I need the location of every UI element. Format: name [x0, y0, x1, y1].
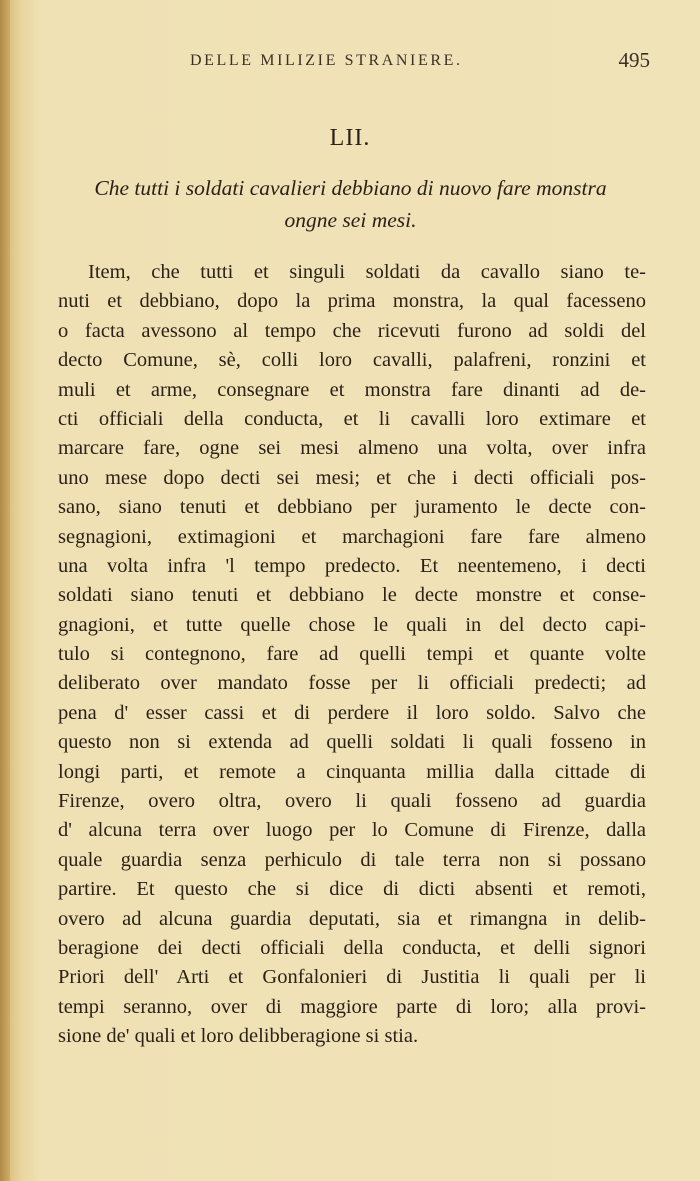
- page-binding-edge: [0, 0, 10, 1181]
- chapter-title: [58, 172, 643, 236]
- text-line: Priori dell' Arti et Gonfalonieri di Justitia li quali per li: [58, 966, 646, 989]
- text-line: cti officiali della conducta, et li cavalli loro extimare et: [58, 407, 646, 430]
- text-line: tulo si contegnono, fare ad quelli tempi et quante volte: [58, 643, 646, 666]
- body-paragraph: [58, 258, 646, 1052]
- running-head-title: DELLE MILIZIE STRANIERE.: [190, 52, 463, 69]
- text-line: una volta infra 'l tempo predecto. Et neentemeno, i decti: [58, 554, 646, 577]
- text-line: o facta avessono al tempo che ricevuti furono ad soldi del: [58, 319, 646, 342]
- page-number: 495: [618, 48, 650, 72]
- text-line: Item, che tutti et singuli soldati da cavallo siano te-: [88, 261, 646, 283]
- text-line: segnagioni, extimagioni et marchagioni fare fare almeno: [58, 525, 646, 548]
- text-line: marcare fare, ogne sei mesi almeno una volta, over infra: [58, 437, 646, 460]
- chapter-title-line: Che tutti i soldati cavalieri debbiano di nuovo fare monstra: [94, 176, 607, 200]
- text-line: overo ad alcuna guardia deputati, sia et rimangna in delib-: [58, 907, 646, 930]
- text-line: gnagioni, et tutte quelle chose le quali in del decto capi-: [58, 613, 646, 636]
- chapter-number: LII.: [329, 125, 371, 151]
- text-line: beragione dei decti officiali della conducta, et delli signori: [58, 936, 646, 959]
- text-line: decto Comune, sè, colli loro cavalli, palafreni, ronzini et: [58, 349, 646, 372]
- chapter-title-line: ongne sei mesi.: [284, 208, 417, 232]
- text-line: Firenze, overo oltra, overo li quali fosseno ad guardia: [58, 790, 646, 813]
- text-line: pena d' esser cassi et di perdere il loro soldo. Salvo che: [58, 701, 646, 724]
- text-line: longi parti, et remote a cinquanta millia dalla cittade di: [58, 760, 646, 783]
- text-line: muli et arme, consegnare et monstra fare dinanti ad de-: [58, 378, 646, 401]
- text-line: uno mese dopo decti sei mesi; et che i decti officiali pos-: [58, 466, 646, 489]
- text-line: deliberato over mandato fosse per li officiali predecti; ad: [58, 672, 646, 695]
- text-line: d' alcuna terra over luogo per lo Comune di Firenze, dalla: [58, 819, 646, 842]
- text-line: sione de' quali et loro delibberagione si stia.: [58, 1025, 419, 1048]
- text-line: sano, siano tenuti et debbiano per juramento le decte con-: [58, 496, 646, 519]
- text-line: quale guardia senza perhiculo di tale terra non si possano: [58, 848, 646, 871]
- text-line: nuti et debbiano, dopo la prima monstra, la qual facesseno: [58, 290, 646, 313]
- text-line: soldati siano tenuti et debbiano le decte monstre et conse-: [58, 584, 646, 607]
- text-line: tempi seranno, over di maggiore parte di loro; alla provi-: [58, 995, 646, 1018]
- text-line: questo non si extenda ad quelli soldati li quali fosseno in: [58, 731, 646, 754]
- text-line: partire. Et questo che si dice di dicti absenti et remoti,: [58, 878, 646, 901]
